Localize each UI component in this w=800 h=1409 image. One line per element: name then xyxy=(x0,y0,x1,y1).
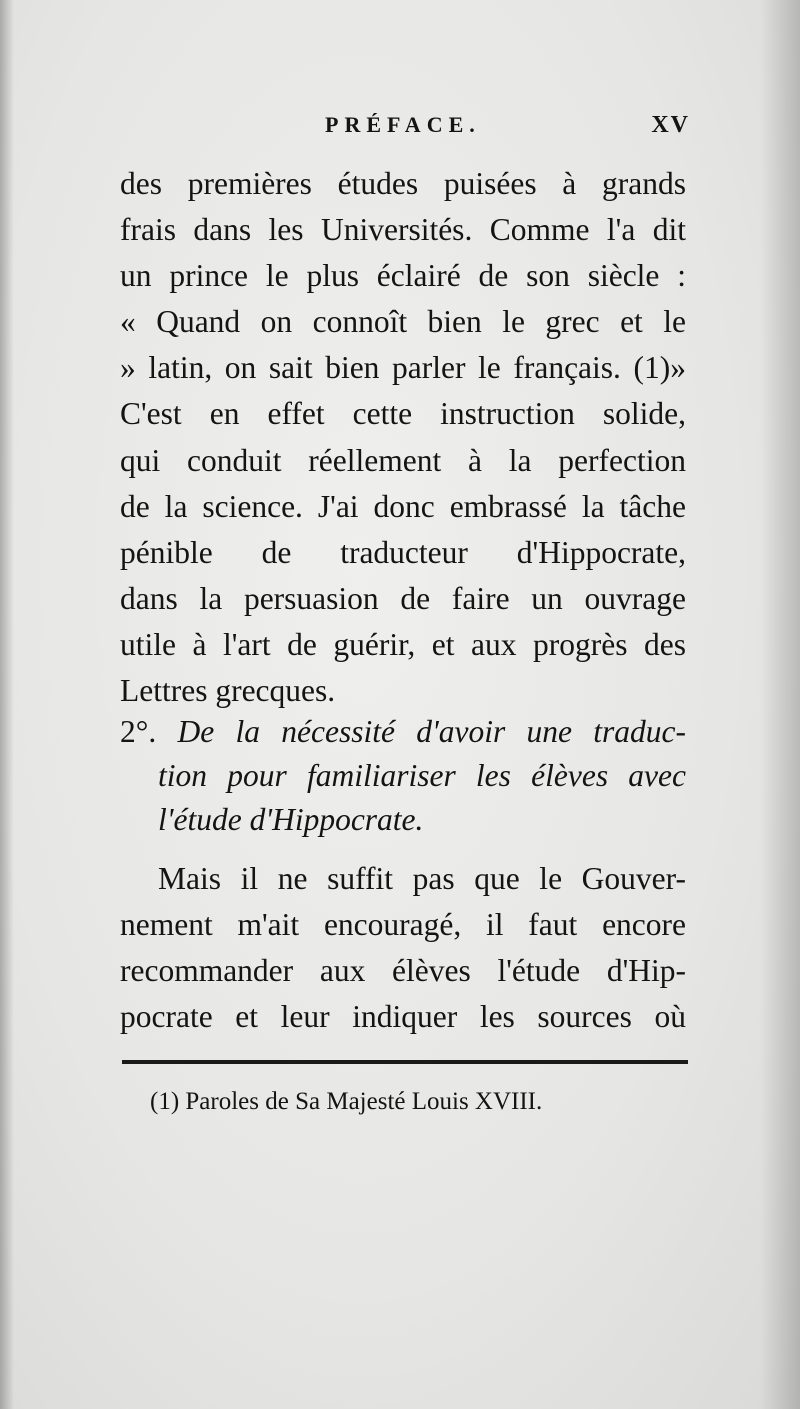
paragraph-1 xyxy=(120,161,686,714)
text-line: des premières études puisées à grands xyxy=(120,166,686,201)
text-line: un prince le plus éclairé de son siècle : xyxy=(120,258,686,294)
text-line: » latin, on sait bien parler le français. (1)» xyxy=(120,350,686,386)
text-line: « Quand on connoît bien le grec et le xyxy=(120,304,686,340)
text-line: C'est en effet cette instruction solide, xyxy=(120,396,686,432)
text-line: dans la persuasion de faire un ouvrage xyxy=(120,580,686,616)
heading-line: l'étude d'Hippocrate. xyxy=(158,802,424,837)
footnote-rule xyxy=(122,1060,688,1064)
running-head: PRÉFACE. xyxy=(325,112,481,137)
text-line: frais dans les Universités. Comme l'a dit xyxy=(120,212,686,248)
text-line: Mais il ne suffit pas que le Gouver- xyxy=(158,861,686,896)
text-line: qui conduit réellement à la perfection xyxy=(120,442,686,478)
heading-line: tion pour familiariser les élèves avec xyxy=(158,758,686,793)
page-header xyxy=(120,112,690,148)
heading-text: De la nécessité d'avoir une traduc- xyxy=(177,714,686,749)
text-line: de la science. J'ai donc embrassé la tâche xyxy=(120,488,686,524)
page-gutter-shadow xyxy=(0,0,14,1409)
page-number: XV xyxy=(651,112,690,138)
text-line: recommander aux élèves l'étude d'Hip- xyxy=(120,953,686,989)
text-line: Lettres grecques. xyxy=(120,673,336,709)
heading-line-1 xyxy=(120,710,686,754)
text-line: pénible de traducteur d'Hippocrate, xyxy=(120,534,686,570)
text-line: utile à l'art de guérir, et aux progrès des xyxy=(120,626,686,662)
page-edge-shadow xyxy=(760,0,800,1409)
text-line: pocrate et leur indiquer les sources où xyxy=(120,999,686,1035)
footnote: (1) Paroles de Sa Majesté Louis XVIII. xyxy=(150,1088,543,1115)
section-number: 2°. xyxy=(120,714,157,749)
section-heading xyxy=(120,710,686,842)
text-line: nement m'ait encouragé, il faut encore xyxy=(120,907,686,943)
paragraph-2 xyxy=(120,856,686,1040)
